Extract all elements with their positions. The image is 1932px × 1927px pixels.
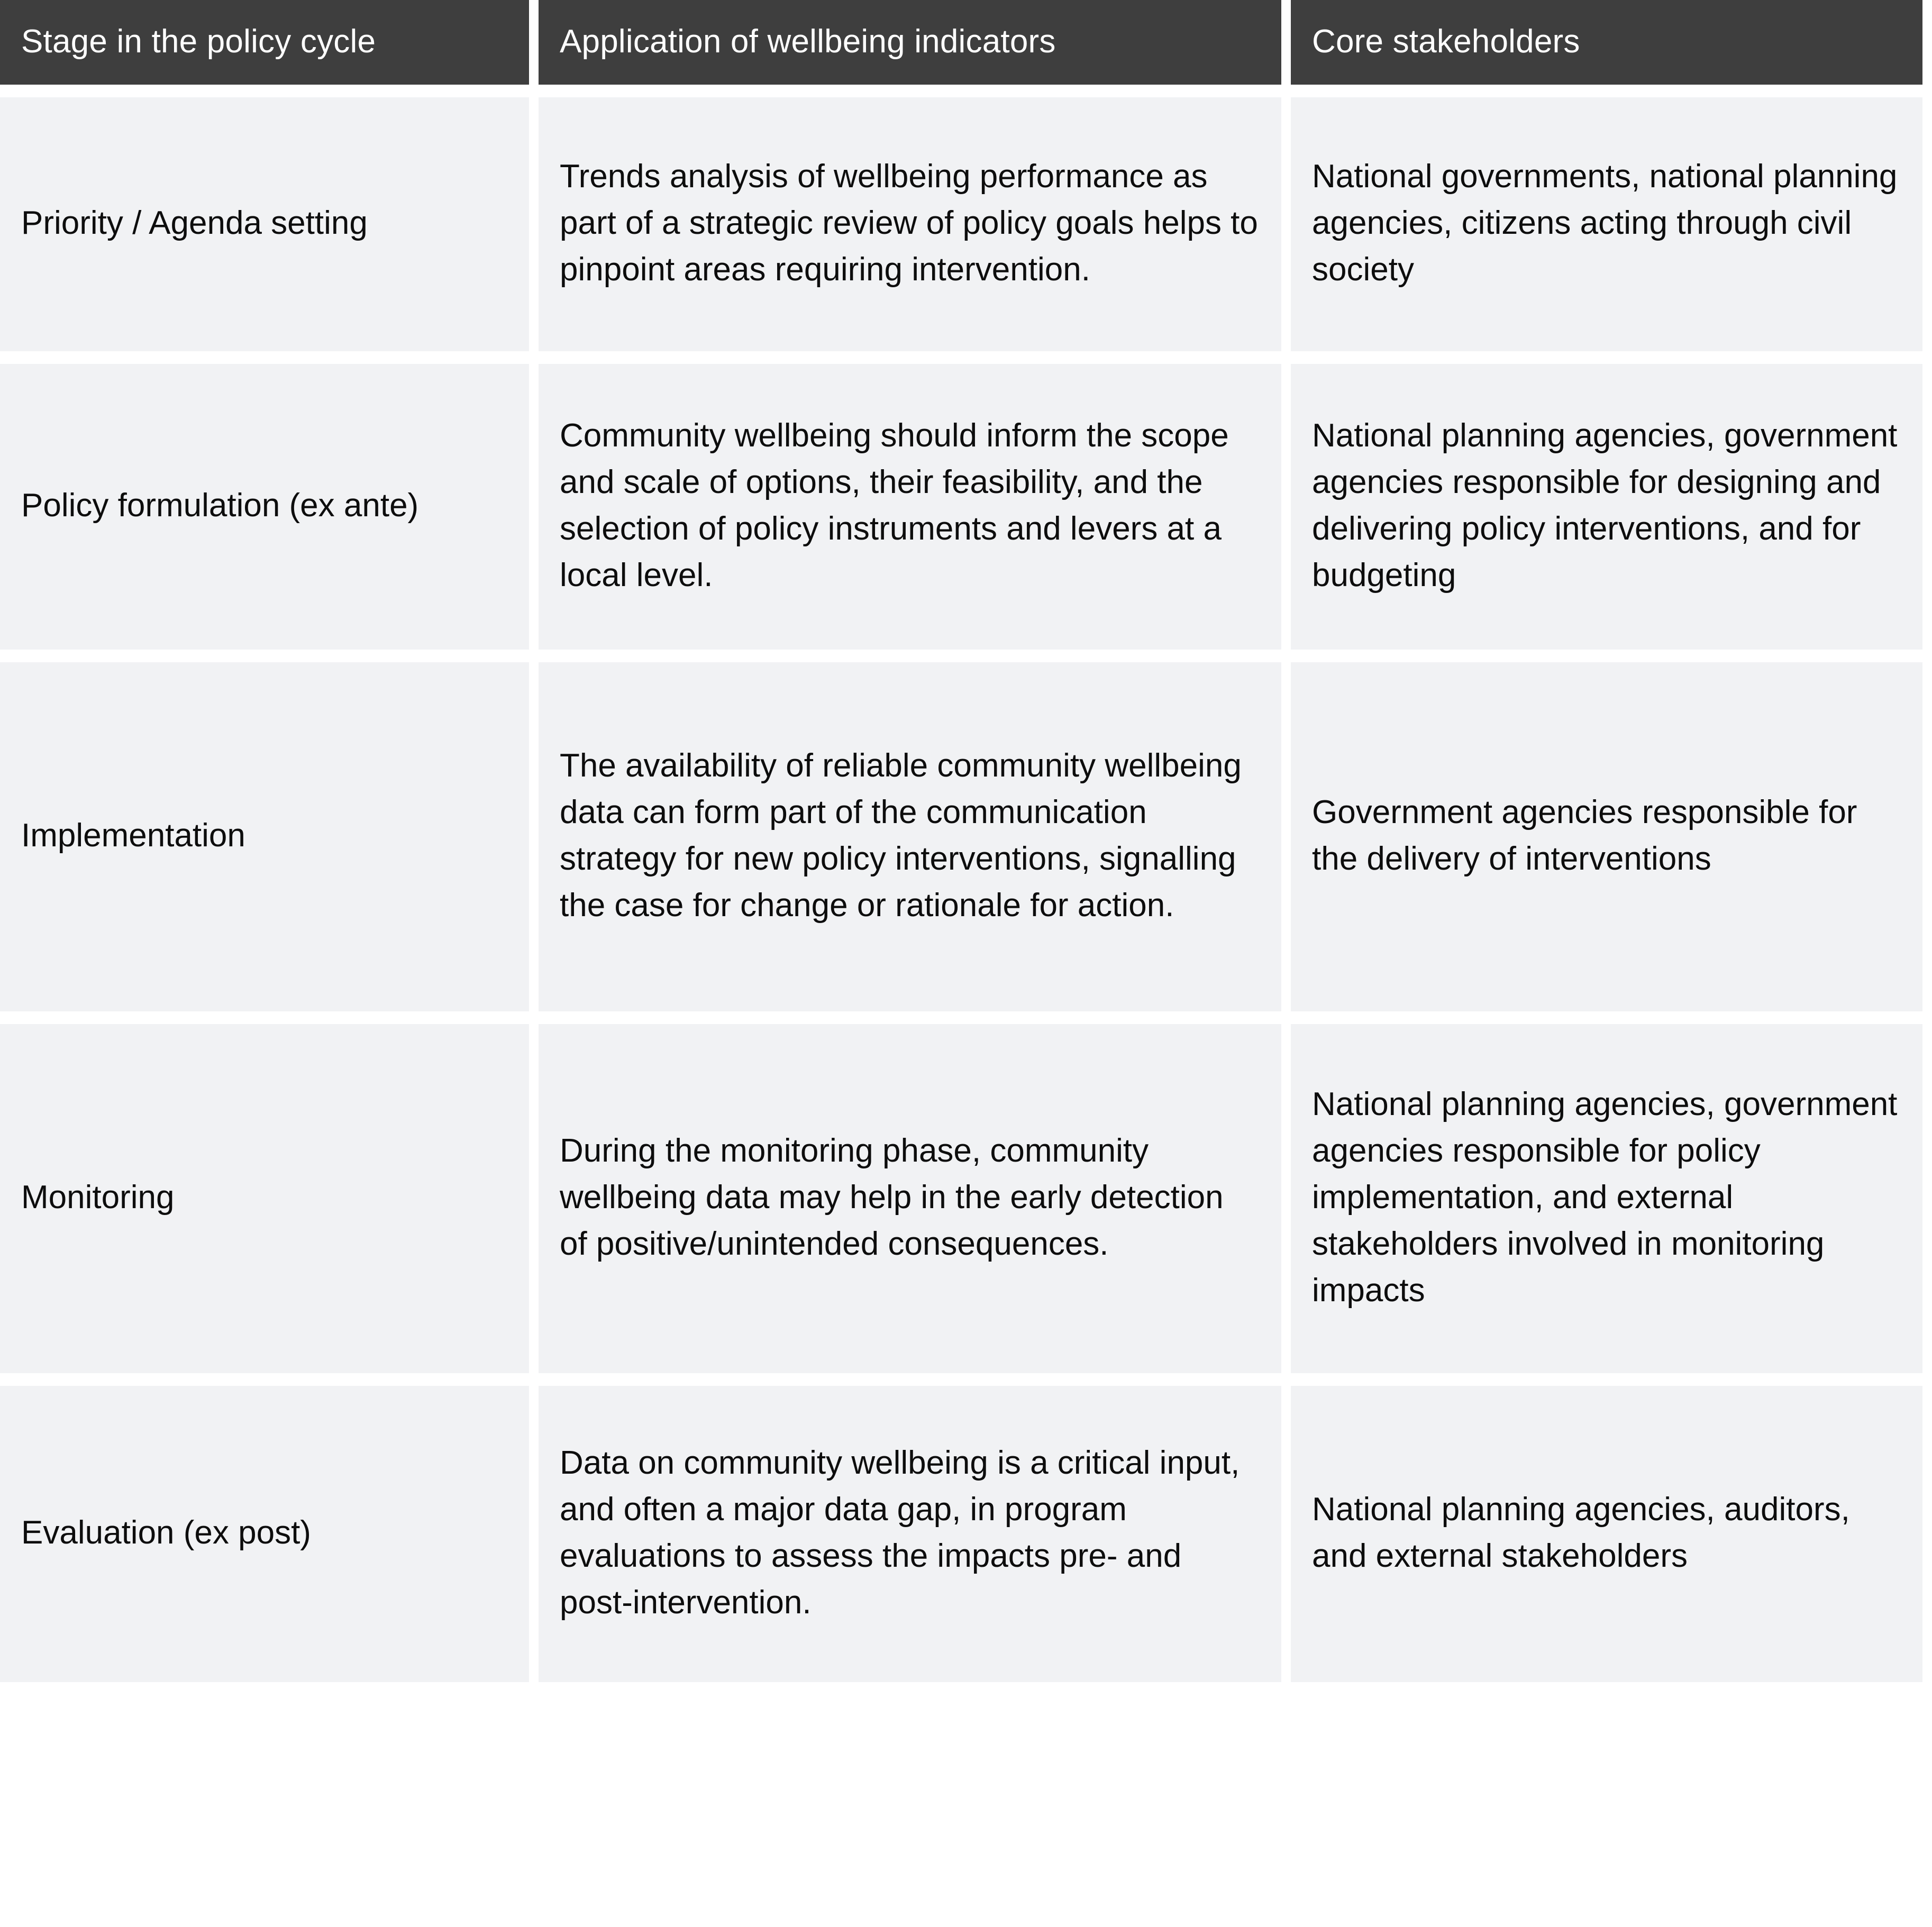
table-row xyxy=(0,1024,1922,1373)
cell-application xyxy=(539,364,1281,650)
stakeholders-text: Government agencies responsible for the delivery of interventions xyxy=(1312,793,1857,877)
table-header xyxy=(0,0,1922,85)
cell-stage xyxy=(0,97,529,351)
table-header-row xyxy=(0,0,1922,85)
stage-label: Evaluation (ex post) xyxy=(21,1514,311,1551)
stage-label: Monitoring xyxy=(21,1179,175,1216)
application-text: During the monitoring phase, community wellbeing data may help in the early detection of positive/unintended consequences. xyxy=(560,1132,1224,1263)
application-text: Trends analysis of wellbeing performance as part of a strategic review of policy goals helps to pinpoint areas requiring intervention. xyxy=(560,158,1258,288)
table-row xyxy=(0,662,1922,1011)
column-header-stakeholders: Core stakeholders xyxy=(1291,0,1922,85)
table-row xyxy=(0,1386,1922,1682)
stakeholders-text: National planning agencies, government agencies responsible for designing and delivering policy interventions, and for budgeting xyxy=(1312,417,1898,594)
table-body xyxy=(0,97,1922,1682)
cell-stakeholders xyxy=(1291,1386,1922,1682)
cell-application xyxy=(539,1386,1281,1682)
stage-label: Policy formulation (ex ante) xyxy=(21,487,419,524)
cell-stage xyxy=(0,662,529,1011)
application-text: The availability of reliable community wellbeing data can form part of the communication strategy for new policy interventions, signalling the case for change or rationale for action. xyxy=(560,747,1242,924)
column-header-application: Application of wellbeing indicators xyxy=(539,0,1281,85)
cell-stakeholders xyxy=(1291,97,1922,351)
stakeholders-text: National planning agencies, government agencies responsible for policy implementation, and external stakeholders involved in monitoring impacts xyxy=(1312,1085,1898,1309)
cell-stage xyxy=(0,1024,529,1373)
cell-stakeholders xyxy=(1291,364,1922,650)
cell-application xyxy=(539,1024,1281,1373)
cell-application xyxy=(539,97,1281,351)
stage-label: Implementation xyxy=(21,817,245,854)
cell-stage xyxy=(0,1386,529,1682)
table-row xyxy=(0,97,1922,351)
cell-stage xyxy=(0,364,529,650)
stakeholders-text: National planning agencies, auditors, and external stakeholders xyxy=(1312,1491,1850,1574)
application-text: Community wellbeing should inform the scope and scale of options, their feasibility, and the selection of policy instruments and levers at a local level. xyxy=(560,417,1229,594)
application-text: Data on community wellbeing is a critical input, and often a major data gap, in program evaluations to assess the impacts pre- and post-intervention. xyxy=(560,1444,1240,1621)
cell-application xyxy=(539,662,1281,1011)
stakeholders-text: National governments, national planning agencies, citizens acting through civil society xyxy=(1312,158,1898,288)
cell-stakeholders xyxy=(1291,662,1922,1011)
cell-stakeholders xyxy=(1291,1024,1922,1373)
column-header-stage: Stage in the policy cycle xyxy=(0,0,529,85)
stage-label: Priority / Agenda setting xyxy=(21,204,368,241)
table-row xyxy=(0,364,1922,650)
